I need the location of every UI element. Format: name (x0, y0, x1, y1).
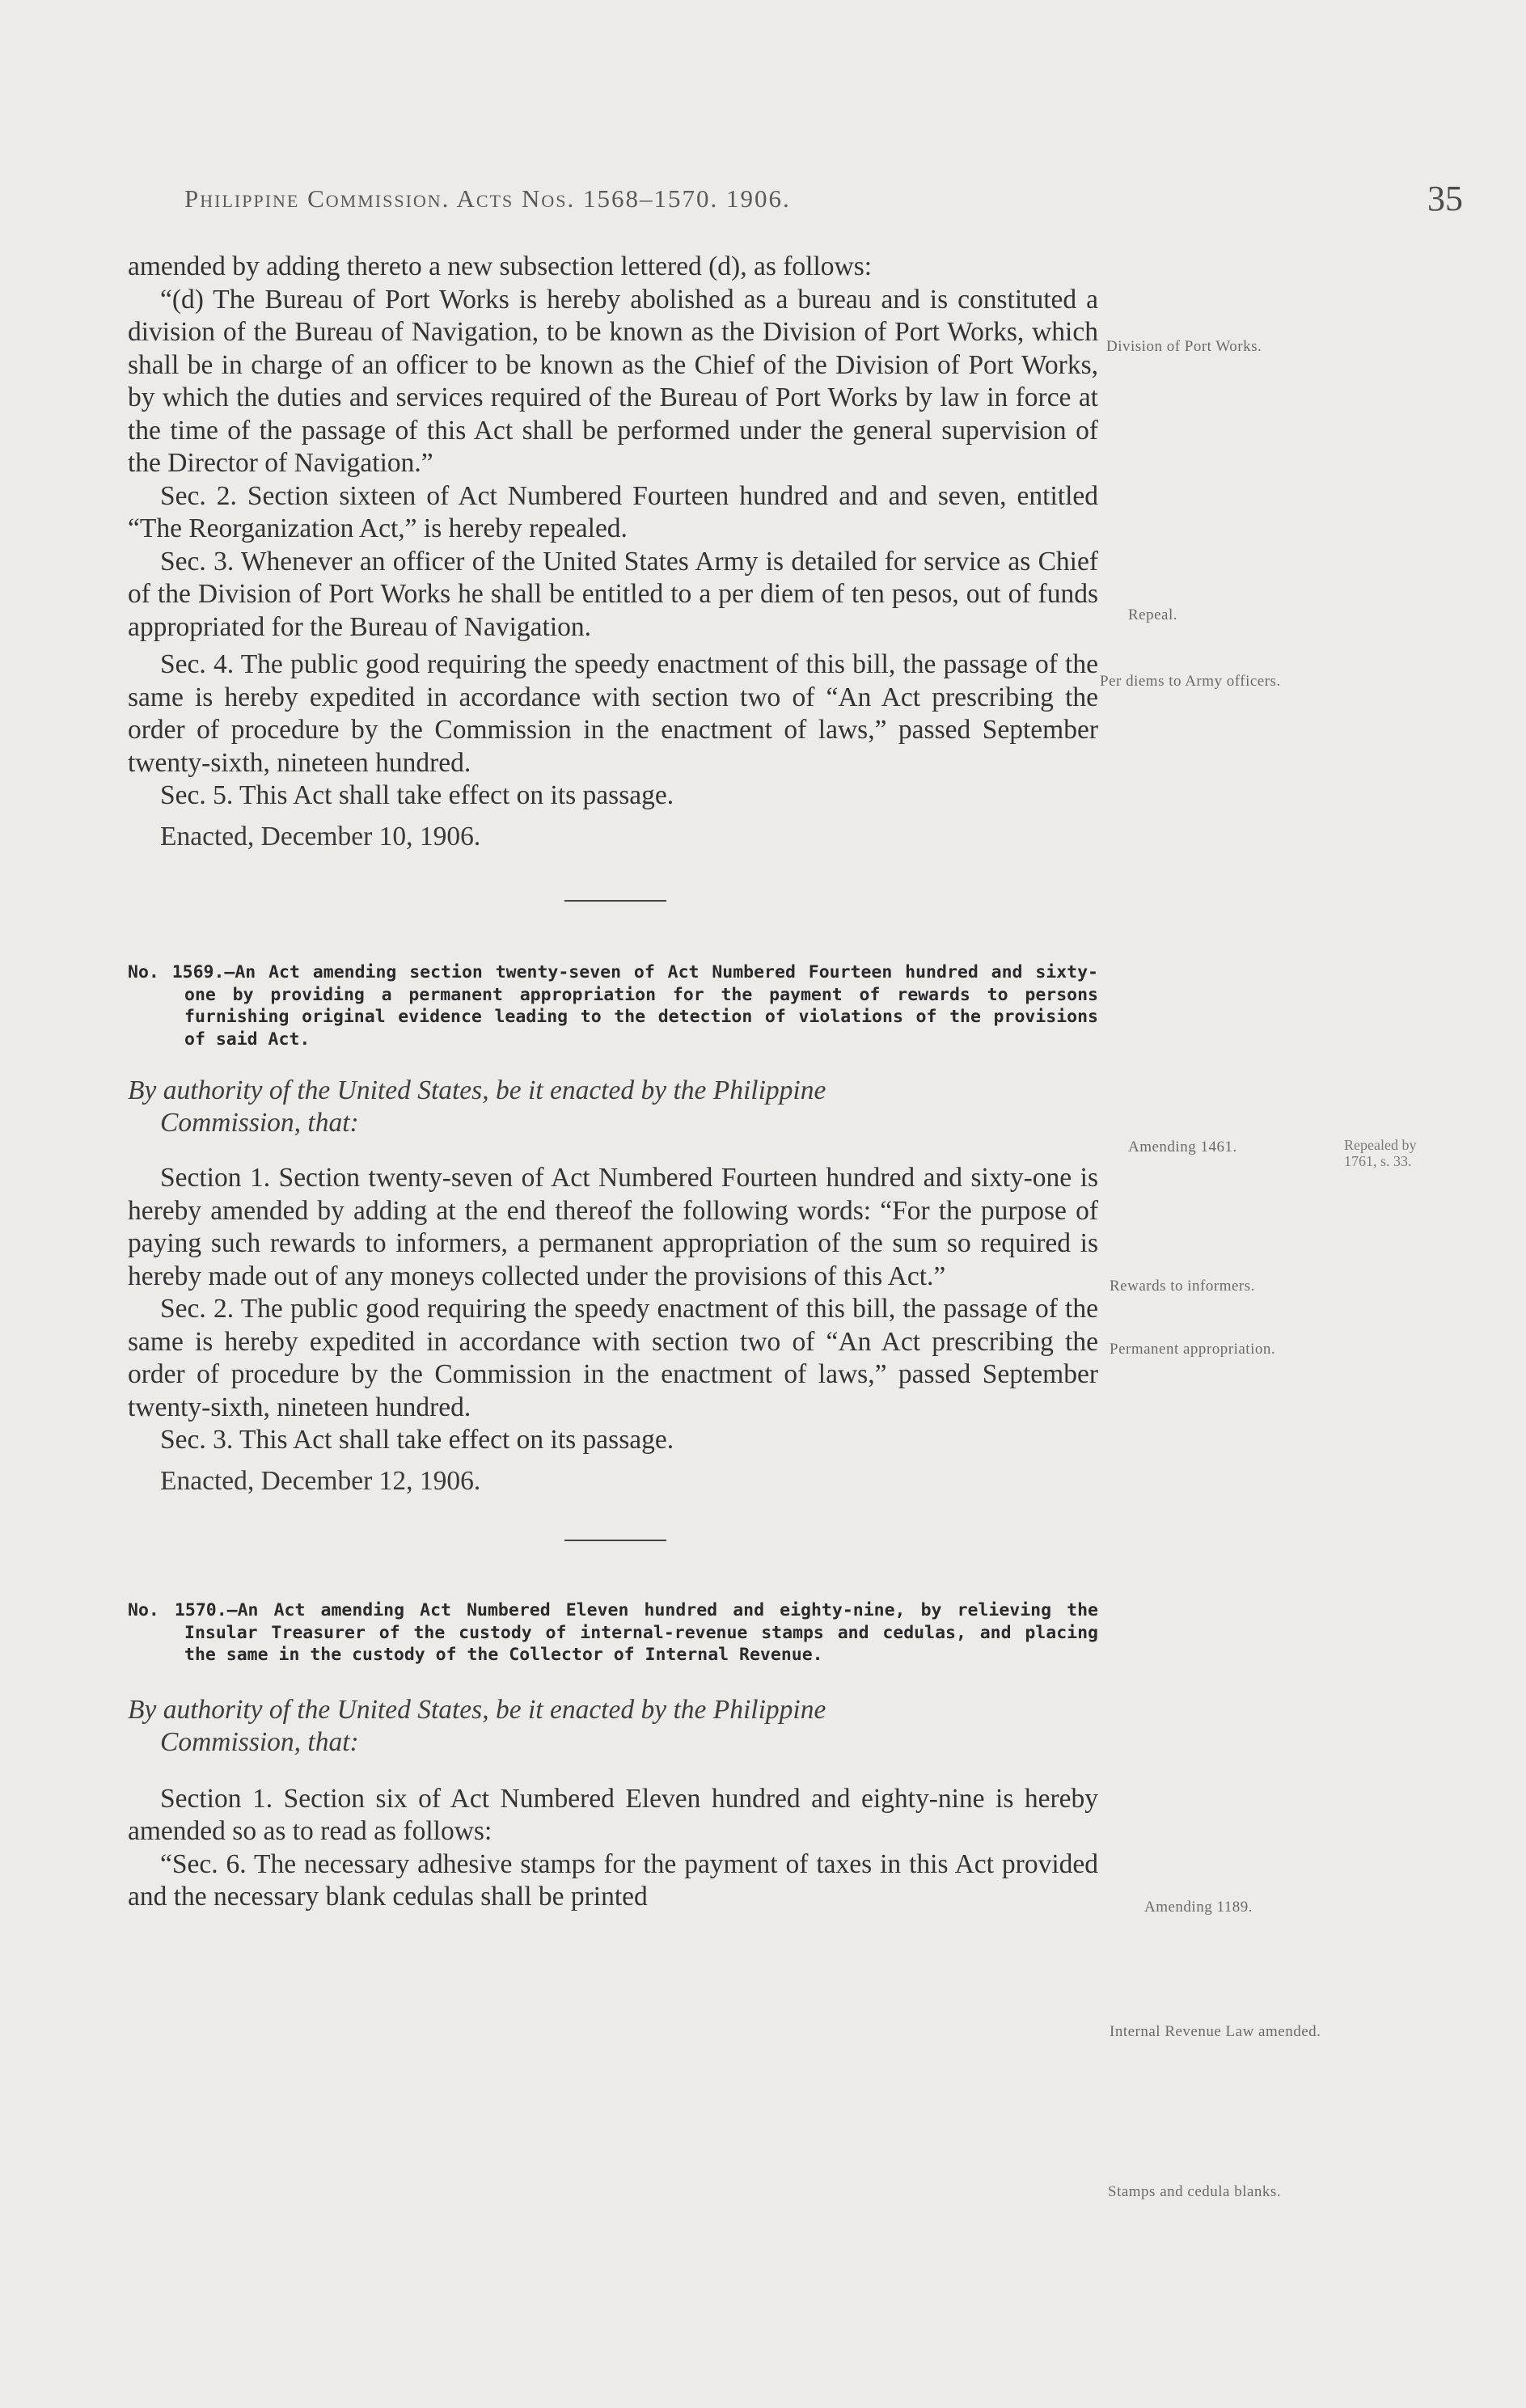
act-1570-section-6-quote: “Sec. 6. The necessary adhesive stamps for the payment of taxes in this Act provided and the necessary blank cedulas shall be printed (128, 1848, 1098, 1912)
margin-note: Amending 1461. (1128, 1139, 1237, 1155)
margin-note: Division of Port Works. (1106, 338, 1262, 355)
margin-note: Per diems to Army officers. (1100, 673, 1281, 690)
margin-note: Stamps and cedula blanks. (1108, 2183, 1282, 2200)
act-1568-subsection-d: “(d) The Bureau of Port Works is hereby abolished as a bureau and is constituted a division of the Bureau of Navigation, to be known as the Division of Port Works, which shall be in charge of an officer to be known as the Chief of the Division of Port Works, by which the duties and services required of the Bureau of Port Works by law in force at the time of the passage of this Act shall be performed under the general supervision of the Director of Navigation.” (128, 284, 1098, 478)
act-1568-enacted-date: Enacted, December 10, 1906. (160, 821, 481, 851)
act-1568-section-2: Sec. 2. Section sixteen of Act Numbered Fourteen hundred and and seven, entitled “The Reorganization Act,” is hereby repealed. (128, 480, 1098, 543)
margin-note: Repeal. (1128, 606, 1178, 623)
act-1569-enacting-clause (128, 1075, 1098, 1139)
act-1569-title: No. 1569.—An Act amending section twenty-seven of Act Numbered Fourteen hundred and sixty-one by providing a permanent appropriation for the payment of rewards to persons furnishing original evidence leading to the detection of violations of the provisions of said Act. (128, 962, 1098, 1050)
enacting-clause-line-2: Commission, that: (160, 1726, 359, 1757)
margin-note: Rewards to informers. (1110, 1278, 1255, 1295)
running-head: Philippine Commission. Acts Nos. 1568–1570. 1906. (184, 184, 791, 213)
enacting-clause-line-2: Commission, that: (160, 1108, 359, 1138)
page-number: 35 (1427, 179, 1463, 218)
act-1569-section-1: Section 1. Section twenty-seven of Act Numbered Fourteen hundred and sixty-one is hereby amended by adding at the end thereof the following words: “For the purpose of paying such rewards to informers, a permanent appropriation of the sum so required is hereby made out of any moneys collected under the provisions of this Act.” (128, 1163, 1098, 1291)
margin-note: Permanent appropriation. (1110, 1341, 1276, 1358)
act-1568-paragraph: amended by adding thereto a new subsection lettered (d), as follows: (128, 251, 873, 281)
enacting-clause-line-1: By authority of the United States, be it enacted by the Philippine (128, 1075, 826, 1105)
act-1568-section-4: Sec. 4. The public good requiring the speedy enactment of this bill, the passage of the same is hereby expedited in accordance with section two of “An Act prescribing the order of procedure by the Commission in the enactment of laws,” passed September twenty-sixth, nineteen hundred. (128, 649, 1098, 778)
act-1570-section-1: Section 1. Section six of Act Numbered Eleven hundred and eighty-nine is hereby amended so as to read as follows: (128, 1783, 1098, 1846)
margin-note: Amending 1189. (1144, 1899, 1253, 1916)
act-1568-section-5: Sec. 5. This Act shall take effect on its passage. (160, 780, 674, 810)
page-header (0, 179, 1526, 233)
act-1569-enacted-date: Enacted, December 12, 1906. (160, 1465, 481, 1496)
margin-note: Internal Revenue Law amended. (1110, 2023, 1321, 2040)
act-1569-section-3: Sec. 3. This Act shall take effect on its passage. (160, 1425, 674, 1455)
margin-note-repealed: Repealed by 1761, s. 33. (1344, 1137, 1417, 1169)
act-1570-title: No. 1570.—An Act amending Act Numbered Eleven hundred and eighty-nine, by relieving the Insular Treasurer of the custody of internal-revenue stamps and cedulas, and placing the same in the custody of the Collector of Internal Revenue. (128, 1600, 1098, 1665)
enacting-clause-line-1: By authority of the United States, be it enacted by the Philippine (128, 1694, 826, 1725)
main-text (128, 251, 1098, 1914)
act-1570-enacting-clause (128, 1694, 1098, 1759)
act-1569-section-2: Sec. 2. The public good requiring the speedy enactment of this bill, the passage of the same is hereby expedited in accordance with section two of “An Act prescribing the order of procedure by the Commission in the enactment of laws,” passed September twenty-sixth, nineteen hundred. (128, 1294, 1098, 1422)
act-1568-section-3: Sec. 3. Whenever an officer of the United States Army is detailed for service as Chief of the Division of Port Works he shall be entitled to a per diem of ten pesos, out of funds appropriated for the Bureau of Navigation. (128, 546, 1098, 642)
